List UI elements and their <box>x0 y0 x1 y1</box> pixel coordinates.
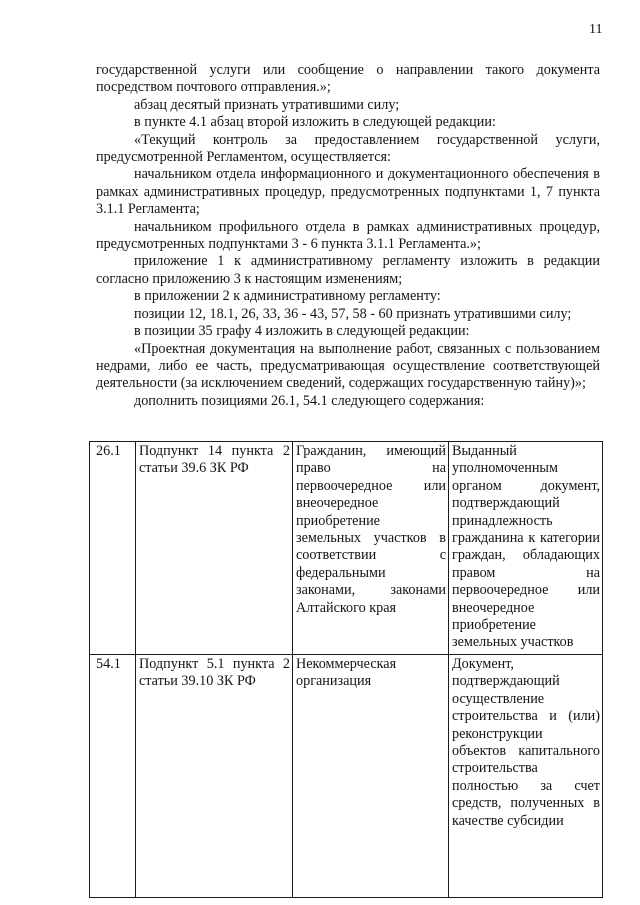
table-row <box>90 442 603 655</box>
paragraph: дополнить позициями 26.1, 54.1 следующего содержания: <box>134 392 485 409</box>
paragraph: начальником профильного отдела в рамках административных процедур, предусмотренных подпунктами 3 - 6 пункта 3.1.1 Регламента.»; <box>96 218 600 253</box>
applicant-category: Некоммерческая организация <box>293 654 449 897</box>
paragraph: «Проектная документация на выполнение работ, связанных с пользованием недрами, либо ее часть, предусматривающая осуществление соответствующей деятельности (за исключением сведений, содержащих государственную тайну)»; <box>96 340 600 392</box>
applicant-category: Гражданин, имеющий право на первоочередное или внеочередное приобретение земельных участков в соответствии с федеральными законами, законами Алтайского края <box>293 442 449 655</box>
document-body <box>96 62 600 410</box>
paragraph: государственной услуги или сообщение о направлении такого документа посредством почтового отправления.»; <box>96 62 600 96</box>
paragraph: абзац десятый признать утратившими силу; <box>134 96 400 113</box>
position-number: 26.1 <box>90 442 136 655</box>
paragraph: начальником отдела информационного и документационного обеспечения в рамках административных процедур, предусмотренных подпунктами 1, 7 пункта 3.1.1 Регламента; <box>96 166 600 218</box>
paragraph: «Текущий контроль за предоставлением государственной услуги, предусмотренной Регламентом, осуществляется: <box>96 131 600 166</box>
table-row <box>90 654 603 897</box>
paragraph: приложение 1 к административному регламенту изложить в редакции согласно приложению 3 к настоящим изменениям; <box>96 253 600 287</box>
paragraph: позиции 12, 18.1, 26, 33, 36 - 43, 57, 58 - 60 признать утратившими силу; <box>134 305 572 322</box>
required-document: Документ, подтверждающий осуществление строительства и (или) реконструкции объектов капитального строительства полностью за счет средств, полученных в качестве субсидии <box>449 654 603 897</box>
page-number: 11 <box>589 22 603 37</box>
position-number: 54.1 <box>90 654 136 897</box>
paragraph: в позиции 35 графу 4 изложить в следующей редакции: <box>134 323 470 340</box>
required-document: Выданный уполномоченным органом документ, подтверждающий принадлежность гражданина к категории граждан, обладающих правом на первоочередное или внеочередное приобретение земельных участков <box>449 442 603 655</box>
paragraph: в пункте 4.1 абзац второй изложить в следующей редакции: <box>134 114 496 131</box>
paragraph: в приложении 2 к административному регламенту: <box>134 288 441 305</box>
legal-basis: Подпункт 5.1 пункта 2 статьи 39.10 ЗК РФ <box>136 654 293 897</box>
positions-table <box>89 441 603 898</box>
legal-basis: Подпункт 14 пункта 2 статьи 39.6 ЗК РФ <box>136 442 293 655</box>
